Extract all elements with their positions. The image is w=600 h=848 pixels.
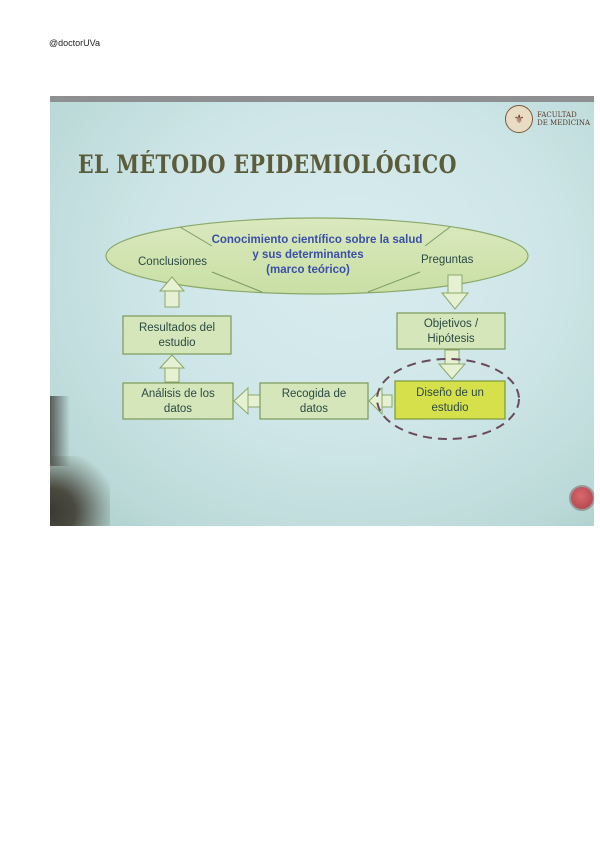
analisis-line-2: datos bbox=[163, 403, 193, 415]
diseno-box bbox=[395, 381, 505, 419]
arrow-down-to-diseno bbox=[439, 350, 465, 379]
recogida-line-1: Recogida de bbox=[281, 388, 347, 400]
center-text-line-3: (marco teórico) bbox=[266, 264, 350, 276]
preguntas-label: Preguntas bbox=[421, 254, 474, 266]
epidemiological-method-diagram bbox=[50, 96, 594, 526]
recogida-box bbox=[260, 383, 368, 419]
logo-line-2: DE MEDICINA bbox=[537, 119, 590, 127]
analisis-line-1: Análisis de los bbox=[141, 388, 215, 400]
author-handle: @doctorUVa bbox=[49, 38, 100, 48]
conclusiones-label: Conclusiones bbox=[138, 256, 208, 268]
resultados-box bbox=[123, 316, 231, 354]
arrow-up-to-resultados bbox=[160, 355, 184, 382]
diseno-line-2: estudio bbox=[431, 402, 469, 414]
analisis-box bbox=[123, 383, 233, 419]
objetivos-line-2: Hipótesis bbox=[427, 333, 475, 345]
objetivos-line-1: Objetivos / bbox=[423, 318, 479, 330]
objetivos-box bbox=[397, 313, 505, 349]
slide-title: EL MÉTODO EPIDEMIOLÓGICO bbox=[78, 150, 457, 179]
slide-photo bbox=[50, 96, 594, 526]
resultados-line-2: estudio bbox=[158, 337, 196, 349]
arrow-left-to-analisis bbox=[234, 388, 261, 414]
recogida-line-2: datos bbox=[299, 403, 329, 415]
center-text-line-2: y sus determinantes bbox=[252, 249, 364, 261]
resultados-line-1: Resultados del bbox=[138, 322, 216, 334]
center-text-line-1: Conocimiento científico sobre la salud bbox=[211, 234, 423, 246]
diseno-line-1: Diseño de un bbox=[416, 387, 484, 399]
logo-line-1: FACULTAD bbox=[537, 111, 577, 119]
record-button-icon bbox=[569, 485, 594, 511]
university-seal-icon: ⚜ bbox=[505, 105, 533, 133]
